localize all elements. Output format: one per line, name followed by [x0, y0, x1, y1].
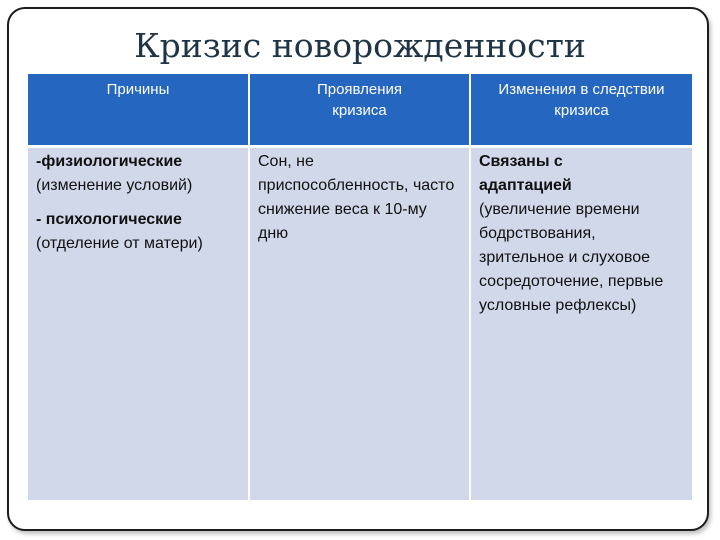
slide-title: Кризис новорожденности — [134, 26, 586, 65]
cause-psychological-note: (отделение от матери) — [36, 235, 203, 252]
header-changes-text: Изменения в следствии кризиса — [498, 81, 665, 119]
header-causes: Причины — [28, 74, 248, 145]
changes-text: (увеличение времени бодрствования, зрительное и слуховое сосредоточение, первые условные рефлексы) — [479, 201, 664, 314]
cause-psychological: - психологические — [36, 211, 182, 228]
header-changes — [471, 74, 692, 145]
cell-changes — [471, 148, 692, 500]
changes-heading: Связаны с адаптацией — [479, 153, 572, 194]
header-manifestations — [250, 74, 469, 145]
crisis-table — [28, 74, 692, 500]
manifestations-text: Сон, не приспособленность, часто снижение веса к 10-му дню — [258, 153, 455, 242]
header-manifestations-text: Проявления кризиса — [316, 81, 403, 119]
cause-physiological-note: (изменение условий) — [36, 177, 193, 194]
cell-causes — [28, 148, 248, 500]
cell-manifestations — [250, 148, 469, 500]
cause-physiological: -физиологические — [36, 153, 183, 170]
